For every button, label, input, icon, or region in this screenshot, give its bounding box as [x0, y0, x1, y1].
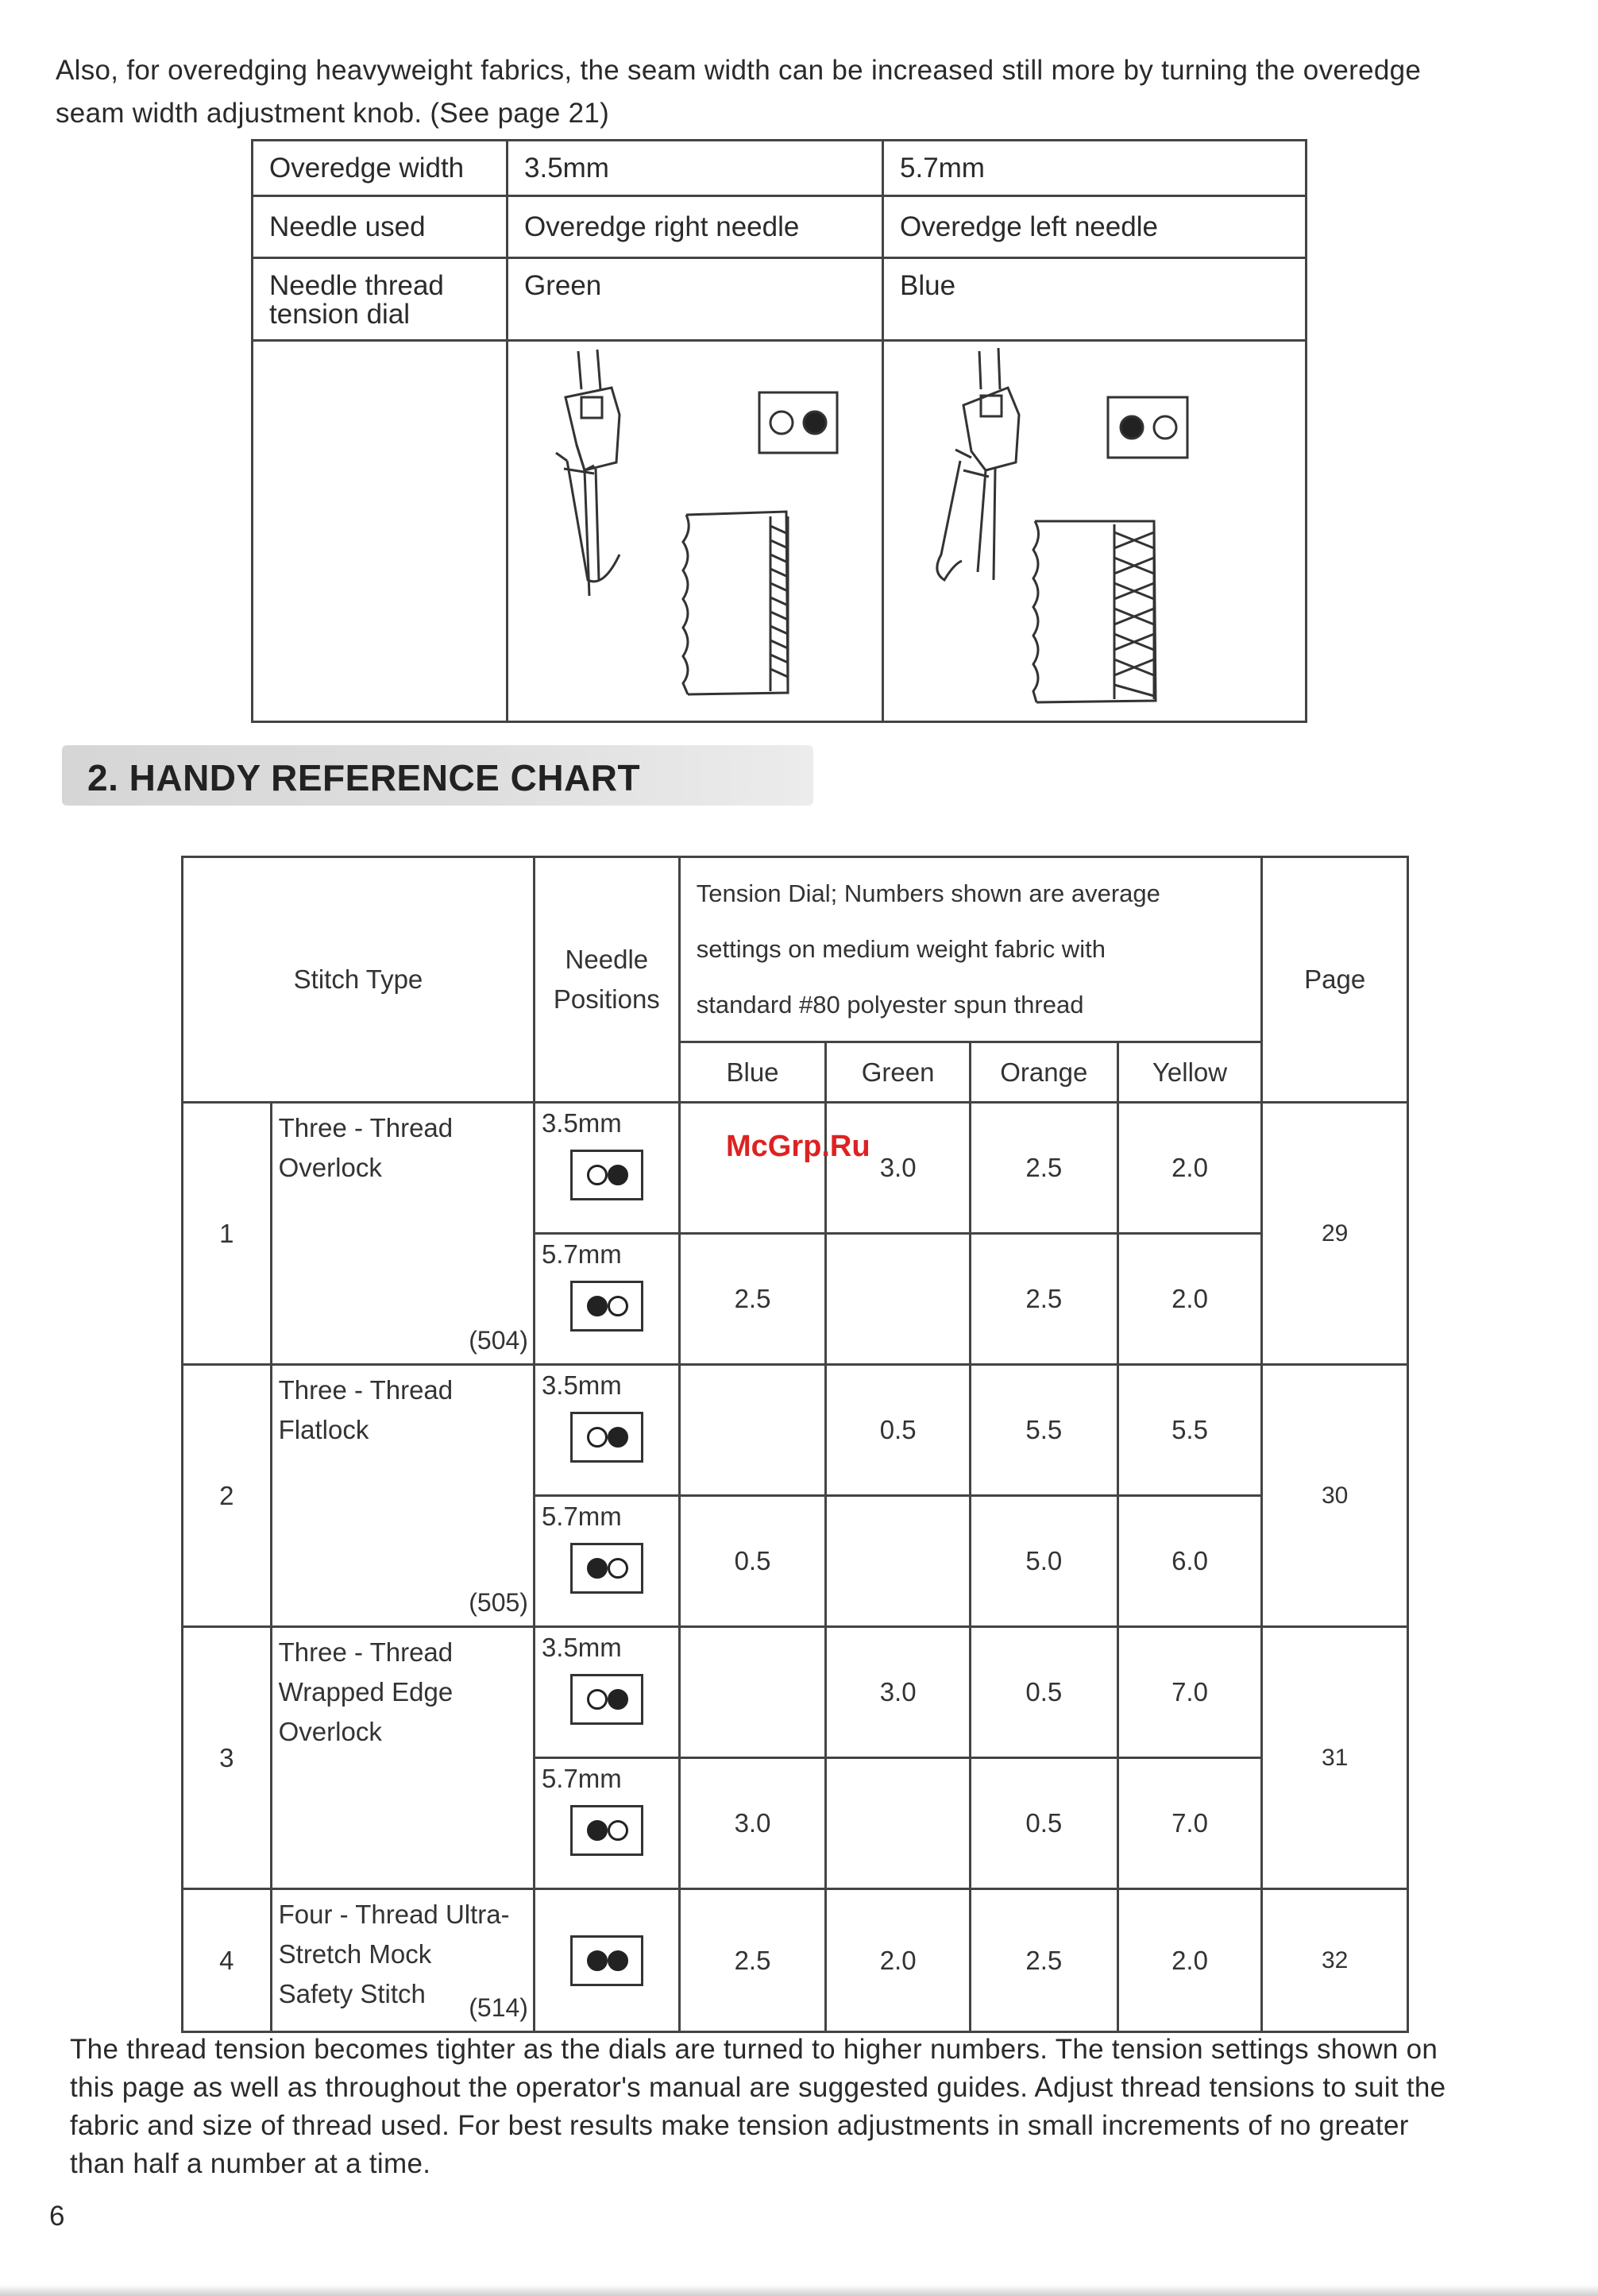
table-row — [183, 1627, 1408, 1758]
blue-value: 2.5 — [679, 1889, 826, 2032]
table-row — [183, 1103, 1408, 1234]
header-needle-line-1: Needle — [565, 945, 649, 974]
table-row — [253, 341, 1307, 722]
stitch-name-line-2: Overlock — [278, 1153, 382, 1182]
header-tension-line-3: standard #80 polyester spun thread — [696, 991, 1084, 1019]
orange-value: 2.5 — [970, 1234, 1117, 1365]
stitch-name — [271, 1889, 534, 2032]
needle-35-illustration — [508, 342, 882, 713]
header-yellow: Yellow — [1117, 1042, 1262, 1103]
left-needle-icon — [570, 1281, 643, 1332]
yellow-value: 2.0 — [1117, 1889, 1262, 2032]
stitch-name-line-1: Three - Thread — [278, 1375, 454, 1405]
header-green: Green — [826, 1042, 971, 1103]
stitch-number: 2 — [183, 1365, 272, 1627]
overedge-width-table — [251, 139, 1307, 723]
yellow-value: 5.5 — [1117, 1365, 1262, 1496]
needle-position-label: 5.7mm — [541, 1764, 622, 1793]
header-orange: Orange — [970, 1042, 1117, 1103]
green-value: 0.5 — [826, 1365, 971, 1496]
needle-used-35: Overedge right needle — [508, 196, 883, 258]
needle-position-cell — [534, 1627, 679, 1758]
right-needle-icon — [570, 1674, 643, 1725]
illustration-empty-cell — [253, 341, 508, 722]
stitch-number: 1 — [183, 1103, 272, 1365]
stitch-code: (505) — [469, 1588, 528, 1617]
table-row — [183, 1889, 1408, 2032]
orange-value: 0.5 — [970, 1627, 1117, 1758]
table-row — [253, 258, 1307, 341]
overedge-width-35: 3.5mm — [508, 141, 883, 196]
needle-position-cell — [534, 1758, 679, 1889]
header-blue: Blue — [679, 1042, 826, 1103]
both-needles-icon — [570, 1935, 643, 1986]
blue-value: 3.0 — [679, 1758, 826, 1889]
needle-position-cell — [534, 1496, 679, 1627]
needle-position-label: 3.5mm — [541, 1370, 622, 1400]
stitch-name-line-1: Four - Thread Ultra- — [278, 1900, 510, 1929]
section-heading — [62, 745, 813, 806]
orange-value: 5.0 — [970, 1496, 1117, 1627]
footer-line-2: this page as well as throughout the operator's manual are suggested guides. Adjust thread tensions to suit the — [70, 2072, 1446, 2103]
blue-value — [679, 1103, 826, 1234]
table-row — [253, 141, 1307, 196]
footer-paragraph — [70, 2031, 1563, 2183]
blue-value: 0.5 — [679, 1496, 826, 1627]
stitch-name — [271, 1103, 534, 1365]
needle-position-label: 3.5mm — [541, 1108, 622, 1138]
tension-dial-label-line-1: Needle thread — [269, 270, 444, 301]
table-row — [253, 196, 1307, 258]
needle-position-cell — [534, 1103, 679, 1234]
needle-57-illustration — [884, 342, 1249, 713]
intro-line-2: seam width adjustment knob. (See page 21) — [56, 98, 610, 129]
tension-dial-57: Blue — [883, 258, 1307, 341]
watermark: McGrp.Ru — [726, 1130, 870, 1163]
stitch-code: (514) — [469, 1993, 528, 2022]
handy-reference-chart — [181, 856, 1409, 2033]
footer-line-3: fabric and size of thread used. For best results make tension adjustments in small increments of no greater — [70, 2110, 1409, 2141]
overedge-width-label: Overedge width — [253, 141, 508, 196]
footer-line-4: than half a number at a time. — [70, 2148, 431, 2179]
stitch-name-line-2: Wrapped Edge — [278, 1677, 454, 1707]
footer-line-1: The thread tension becomes tighter as the dials are turned to higher numbers. The tension settings shown on — [70, 2034, 1438, 2065]
stitch-name — [271, 1627, 534, 1889]
yellow-value: 2.0 — [1117, 1103, 1262, 1234]
intro-line-1: Also, for overedging heavyweight fabrics, the seam width can be increased still more by turning the overedge — [56, 55, 1422, 86]
stitch-name-line-1: Three - Thread — [278, 1113, 454, 1142]
page-reference: 29 — [1262, 1103, 1408, 1365]
needle-position-cell — [534, 1365, 679, 1496]
green-value: 2.0 — [826, 1889, 971, 2032]
header-tension-line-1: Tension Dial; Numbers shown are average — [696, 879, 1160, 907]
green-value: 3.0 — [826, 1627, 971, 1758]
overedge-width-57: 5.7mm — [883, 141, 1307, 196]
stitch-code: (504) — [469, 1326, 528, 1355]
header-page: Page — [1262, 857, 1408, 1103]
left-needle-icon — [570, 1805, 643, 1856]
orange-value: 5.5 — [970, 1365, 1117, 1496]
needle-position-label: 3.5mm — [541, 1633, 622, 1662]
yellow-value: 2.0 — [1117, 1234, 1262, 1365]
green-value: 3.0 — [826, 1103, 971, 1234]
page-reference: 32 — [1262, 1889, 1408, 2032]
right-needle-icon — [570, 1150, 643, 1200]
stitch-name-line-3: Safety Stitch — [278, 1979, 426, 2008]
stitch-name-line-1: Three - Thread — [278, 1637, 454, 1667]
stitch-number: 4 — [183, 1889, 272, 2032]
table-row — [183, 857, 1408, 1042]
tension-dial-label-line-2: tension dial — [269, 299, 411, 330]
page-bottom-edge — [0, 2285, 1598, 2296]
section-title: 2. HANDY REFERENCE CHART — [87, 757, 641, 798]
stitch-name-line-2: Stretch Mock — [278, 1939, 432, 1969]
orange-value: 2.5 — [970, 1889, 1117, 2032]
blue-value — [679, 1627, 826, 1758]
illustration-35-cell — [508, 341, 883, 722]
stitch-number: 3 — [183, 1627, 272, 1889]
header-needle-positions — [534, 857, 679, 1103]
page-reference: 31 — [1262, 1627, 1408, 1889]
needle-position-cell — [534, 1889, 679, 2032]
blue-value — [679, 1365, 826, 1496]
page-number: 6 — [49, 2201, 65, 2232]
tension-dial-35: Green — [508, 258, 883, 341]
green-value — [826, 1758, 971, 1889]
tension-dial-label — [253, 258, 508, 341]
yellow-value: 7.0 — [1117, 1758, 1262, 1889]
stitch-name-line-2: Flatlock — [278, 1415, 369, 1444]
table-row — [183, 1365, 1408, 1496]
green-value — [826, 1234, 971, 1365]
blue-value: 2.5 — [679, 1234, 826, 1365]
header-needle-line-2: Positions — [553, 984, 660, 1014]
illustration-57-cell — [883, 341, 1307, 722]
stitch-name — [271, 1365, 534, 1627]
needle-used-label: Needle used — [253, 196, 508, 258]
page-reference: 30 — [1262, 1365, 1408, 1627]
stitch-name-line-3: Overlock — [278, 1717, 382, 1746]
right-needle-icon — [570, 1412, 643, 1463]
orange-value: 2.5 — [970, 1103, 1117, 1234]
needle-position-label: 5.7mm — [541, 1239, 622, 1269]
header-stitch-type: Stitch Type — [183, 857, 535, 1103]
intro-paragraph — [56, 49, 1565, 135]
yellow-value: 7.0 — [1117, 1627, 1262, 1758]
needle-position-cell — [534, 1234, 679, 1365]
yellow-value: 6.0 — [1117, 1496, 1262, 1627]
needle-used-57: Overedge left needle — [883, 196, 1307, 258]
left-needle-icon — [570, 1543, 643, 1594]
orange-value: 0.5 — [970, 1758, 1117, 1889]
header-tension-dial — [679, 857, 1262, 1042]
header-tension-line-2: settings on medium weight fabric with — [696, 935, 1106, 963]
needle-position-label: 5.7mm — [541, 1502, 622, 1531]
green-value — [826, 1496, 971, 1627]
